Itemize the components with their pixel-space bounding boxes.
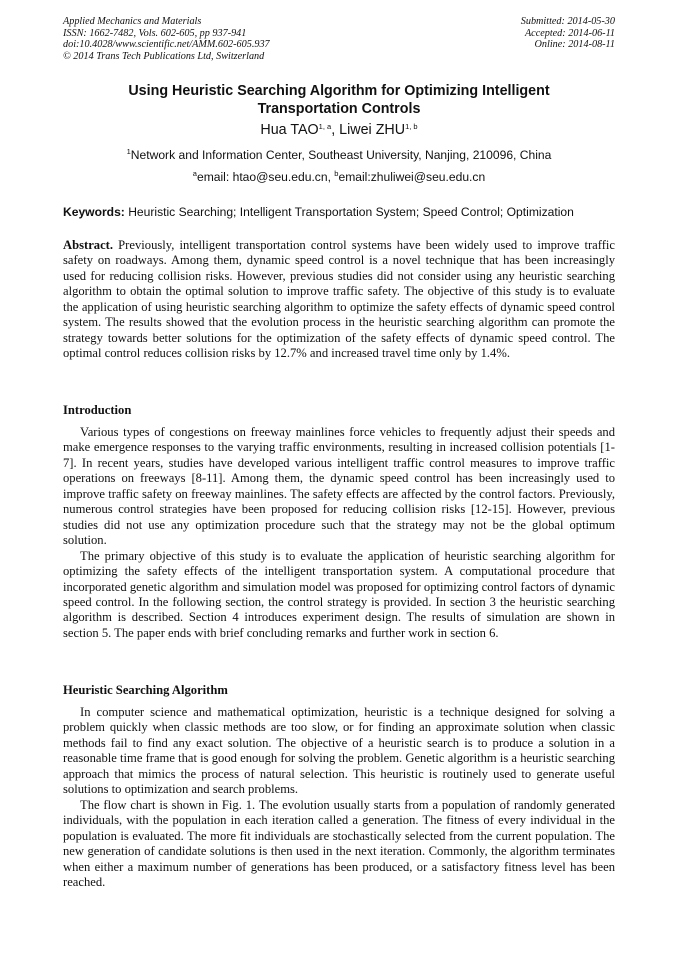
- paper-title: [63, 82, 615, 118]
- section-heading-introduction: Introduction: [63, 403, 132, 417]
- paragraph: The primary objective of this study is to evaluate the application of heuristic searching algorithm for optimizing the safety effects of the intelligent transportation system. A computational procedure that incorporated genetic algorithm and simulation model was proposed for optimizing control factors of dynamic speed control. In the following section, the control strategy is provided. In section 3 the heuristic searching algorithm is described. Section 4 introduces experiment design. The results of simulation are shown in section 5. The paper ends with brief concluding remarks and further work in section 6.: [63, 548, 615, 640]
- author-name: Liwei ZHU: [339, 122, 406, 138]
- journal-doi: doi:10.4028/www.scientific.net/AMM.602-605.937: [63, 39, 270, 51]
- abstract-label: Abstract.: [63, 238, 114, 252]
- email-text: email:zhuliwei@seu.edu.cn: [338, 170, 486, 184]
- date-accepted: Accepted: 2014-06-11: [524, 27, 615, 39]
- paragraph: In computer science and mathematical optimization, heuristic is a technique designed for solving a problem quickly when classic methods are too slow, or for finding an approximate solution when classic methods fail to find any exact solution. The objective of a heuristic search is to produce a solution in a reasonable time frame that is good enough for solving the problem. Genetic algorithm is a heuristic searching approach that mimics the process of natural selection. This heuristic is routinely used to generate useful solutions to optimization and search problems.: [63, 705, 615, 797]
- keywords-label: Keywords:: [63, 205, 125, 219]
- affiliation-superscript: 1: [126, 147, 131, 156]
- author-separator: ,: [331, 122, 340, 138]
- author-superscript: 1, b: [405, 122, 418, 131]
- author-emails: [63, 170, 615, 185]
- keywords: [63, 205, 623, 220]
- journal-info: [63, 16, 270, 62]
- email-superscript: b: [334, 169, 339, 178]
- author-list: [63, 121, 615, 139]
- introduction-body: [63, 425, 615, 641]
- date-submitted: Submitted: 2014-05-30: [520, 16, 615, 27]
- paragraph: The flow chart is shown in Fig. 1. The evolution usually starts from a population of randomly generated individuals, with the population in each iteration called a generation. The fitness of every individual in the population is evaluated. The more fit individuals are stochastically selected from the current population. The new generation of candidate solutions is then used in the next iteration. Commonly, the algorithm terminates when either a maximum number of generations has been produced, or a satisfactory fitness level has been reached.: [63, 797, 615, 889]
- paragraph: Various types of congestions on freeway mainlines force vehicles to frequently adjust their speeds and make emergence responses to the varying traffic environments, resulting in increased collision potentials [1-7]. In recent years, studies have developed various intelligent traffic control measures to improve traffic operations on freeways [8-11]. Among them, the dynamic speed control has been increasingly used to improve traffic safety on freeway mainlines. The safety effects are affected by the control factors. Previously, numerous control strategies have been proposed for reducing collision risks [12-15]. However, previous studies did not use any optimization procedure such that the strategy may not be the global optimum solution.: [63, 425, 615, 548]
- affiliation: [63, 148, 615, 163]
- journal-name: Applied Mechanics and Materials: [63, 16, 202, 27]
- journal-issn: ISSN: 1662-7482, Vols. 602-605, pp 937-941: [63, 27, 247, 39]
- title-line-2: Transportation Controls: [257, 101, 421, 117]
- email-superscript: a: [192, 169, 197, 178]
- affiliation-text: Network and Information Center, Southeast University, Nanjing, 210096, China: [130, 148, 552, 162]
- submission-dates: [521, 16, 615, 51]
- section-heading-heuristic: Heuristic Searching Algorithm: [63, 683, 228, 697]
- keywords-text: Heuristic Searching; Intelligent Transportation System; Speed Control; Optimization: [124, 205, 574, 219]
- heuristic-body: [63, 705, 615, 890]
- author-superscript: 1, a: [318, 122, 332, 131]
- date-online: Online: 2014-08-11: [534, 39, 615, 51]
- journal-copyright: © 2014 Trans Tech Publications Ltd, Switzerland: [63, 50, 265, 62]
- title-line-1: Using Heuristic Searching Algorithm for Optimizing Intelligent: [128, 83, 550, 99]
- abstract: [63, 238, 615, 362]
- email-text: email: htao@seu.edu.cn,: [196, 170, 335, 184]
- author-name: Hua TAO: [260, 122, 319, 138]
- abstract-text: Previously, intelligent transportation control systems have been widely used to improve traffic safety on roadways. Among them, dynamic speed control is a novel technique that has been increasingly used for reducing collision risks. However, previous studies did not consider using any heuristic searching algorithm to obtain the optimal solution to improve traffic safety. The objective of this study is to evaluate the application of using heuristic searching algorithm to optimize the safety effects of dynamic speed control system. The results showed that the evolution process in the heuristic searching algorithm can promote the strategy towards better solutions for the optimization of the safety effects of dynamic speed control. The optimal control reduces collision risks by 12.7% and increased travel time only by 1.4%.: [63, 238, 615, 361]
